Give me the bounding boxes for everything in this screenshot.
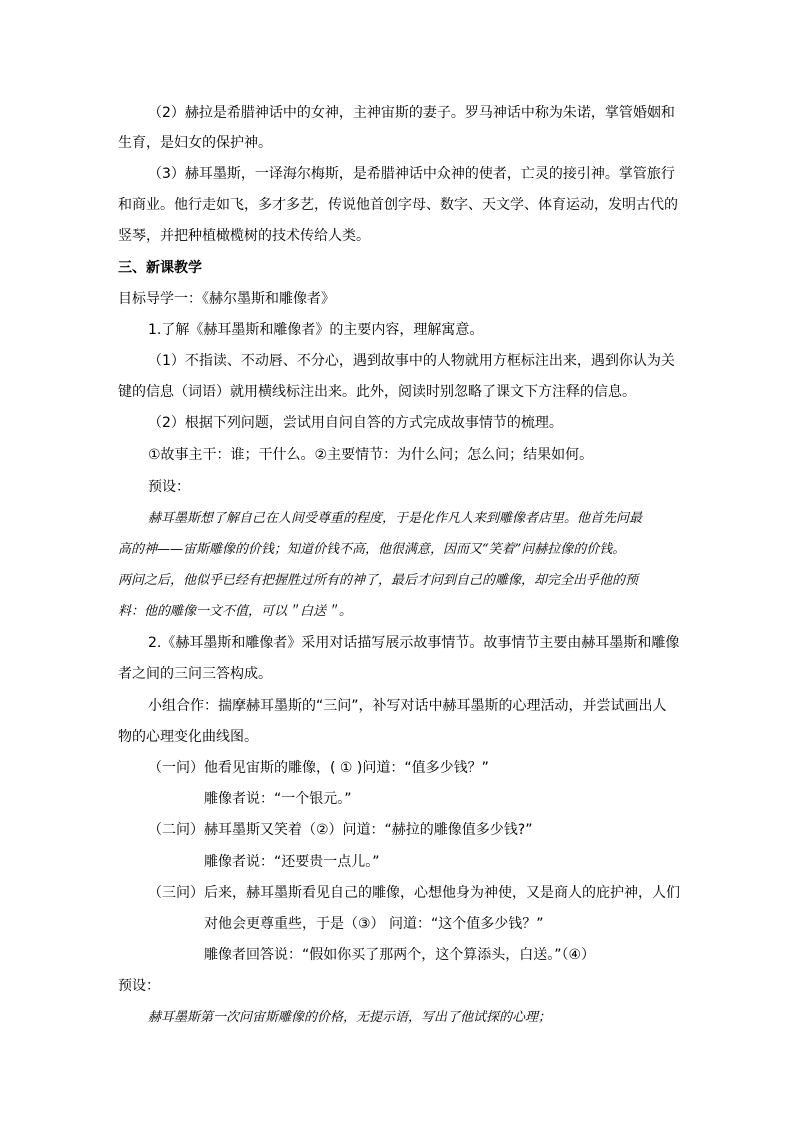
paragraph-hera-line1: （2）赫拉是希腊神话中的女神，主神宙斯的妻子。罗马神话中称为朱诺，掌管婚姻和 xyxy=(148,105,675,121)
answer-3: 雕像者回答说：“假如你买了那两个，这个算添头，白送。”（④） xyxy=(204,947,596,963)
preset-text-line4: 料：他的雕像一文不值，可以＂白送＂。 xyxy=(118,604,353,619)
preset-label: 预设： xyxy=(148,479,190,495)
question-3-line1: （三问）后来，赫耳墨斯看见自己的雕像，心想他身为神使，又是商人的庇护神，人们 xyxy=(148,885,680,901)
section-heading: 三、新课教学 xyxy=(118,260,202,276)
task-2-line2: 者之间的三问三答构成。 xyxy=(118,666,272,682)
task-1-step1-line1: （1）不指读、不动唇、不分心，遇到故事中的人物就用方框标注出来，遇到你认为关 xyxy=(148,353,675,369)
preset-label-2: 预设： xyxy=(118,978,160,994)
paragraph-hermes-line3: 竖琴，并把种植橄榄树的技术传给人类。 xyxy=(118,228,370,244)
task-1-step2: （2）根据下列问题，尝试用自问自答的方式完成故事情节的梳理。 xyxy=(148,415,563,431)
question-3-line2: 对他会更尊重些，于是（③） 问道：“这个值多少钱？” xyxy=(204,916,544,932)
task-1: 1.了解《赫耳墨斯和雕像者》的主要内容，理解寓意。 xyxy=(148,322,484,338)
goal-heading: 目标导学一：《赫尔墨斯和雕像者》 xyxy=(118,291,335,307)
preset-text-line2: 高的神——宙斯雕像的价钱；知道价钱不高，他很满意，因而又“笑着”问赫拉像的价钱。 xyxy=(118,542,626,557)
question-2: （二问）赫耳墨斯又笑着（②）问道：“赫拉的雕像值多少钱?” xyxy=(148,822,533,838)
group-work-line1: 小组合作：揣摩赫耳墨斯的“三问”，补写对话中赫耳墨斯的心理活动，并尝试画出人 xyxy=(148,698,667,714)
question-1: （一问）他看见宙斯的雕像，( ① )问道：“值多少钱？” xyxy=(148,760,489,776)
answer-1: 雕像者说：“一个银元。” xyxy=(204,791,352,807)
task-1-questions: ①故事主干：谁；干什么。②主要情节：为什么问；怎么问；结果如何。 xyxy=(148,447,594,463)
preset-text-line1: 赫耳墨斯想了解自己在人间受尊重的程度，于是化作凡人来到雕像者店里。他首先问最 xyxy=(148,511,643,526)
task-1-step1-line2: 键的信息（词语）就用横线标注出来。此外，阅读时别忽略了课文下方注释的信息。 xyxy=(118,384,636,400)
preset-text-line3: 两问之后，他似乎已经有把握胜过所有的神了，最后才问到自己的雕像，却完全出乎他的预 xyxy=(118,573,639,588)
preset-text-2-line1: 赫耳墨斯第一次问宙斯雕像的价格，无提示语，写出了他试探的心理； xyxy=(148,1010,552,1025)
answer-2: 雕像者说：“还要贵一点儿。” xyxy=(204,854,380,870)
paragraph-hermes-line2: 和商业。他行走如飞，多才多艺，传说他首创字母、数字、天文学、体育运动，发明古代的 xyxy=(118,197,678,213)
paragraph-hera-line2: 生育，是妇女的保护神。 xyxy=(118,135,272,151)
group-work-line2: 物的心理变化曲线图。 xyxy=(118,729,258,745)
task-2-line1: 2.《赫耳墨斯和雕像者》采用对话描写展示故事情节。故事情节主要由赫耳墨斯和雕像 xyxy=(148,635,680,651)
paragraph-hermes-line1: （3）赫耳墨斯，一译海尔梅斯，是希腊神话中众神的使者，亡灵的接引神。掌管旅行 xyxy=(148,166,675,182)
